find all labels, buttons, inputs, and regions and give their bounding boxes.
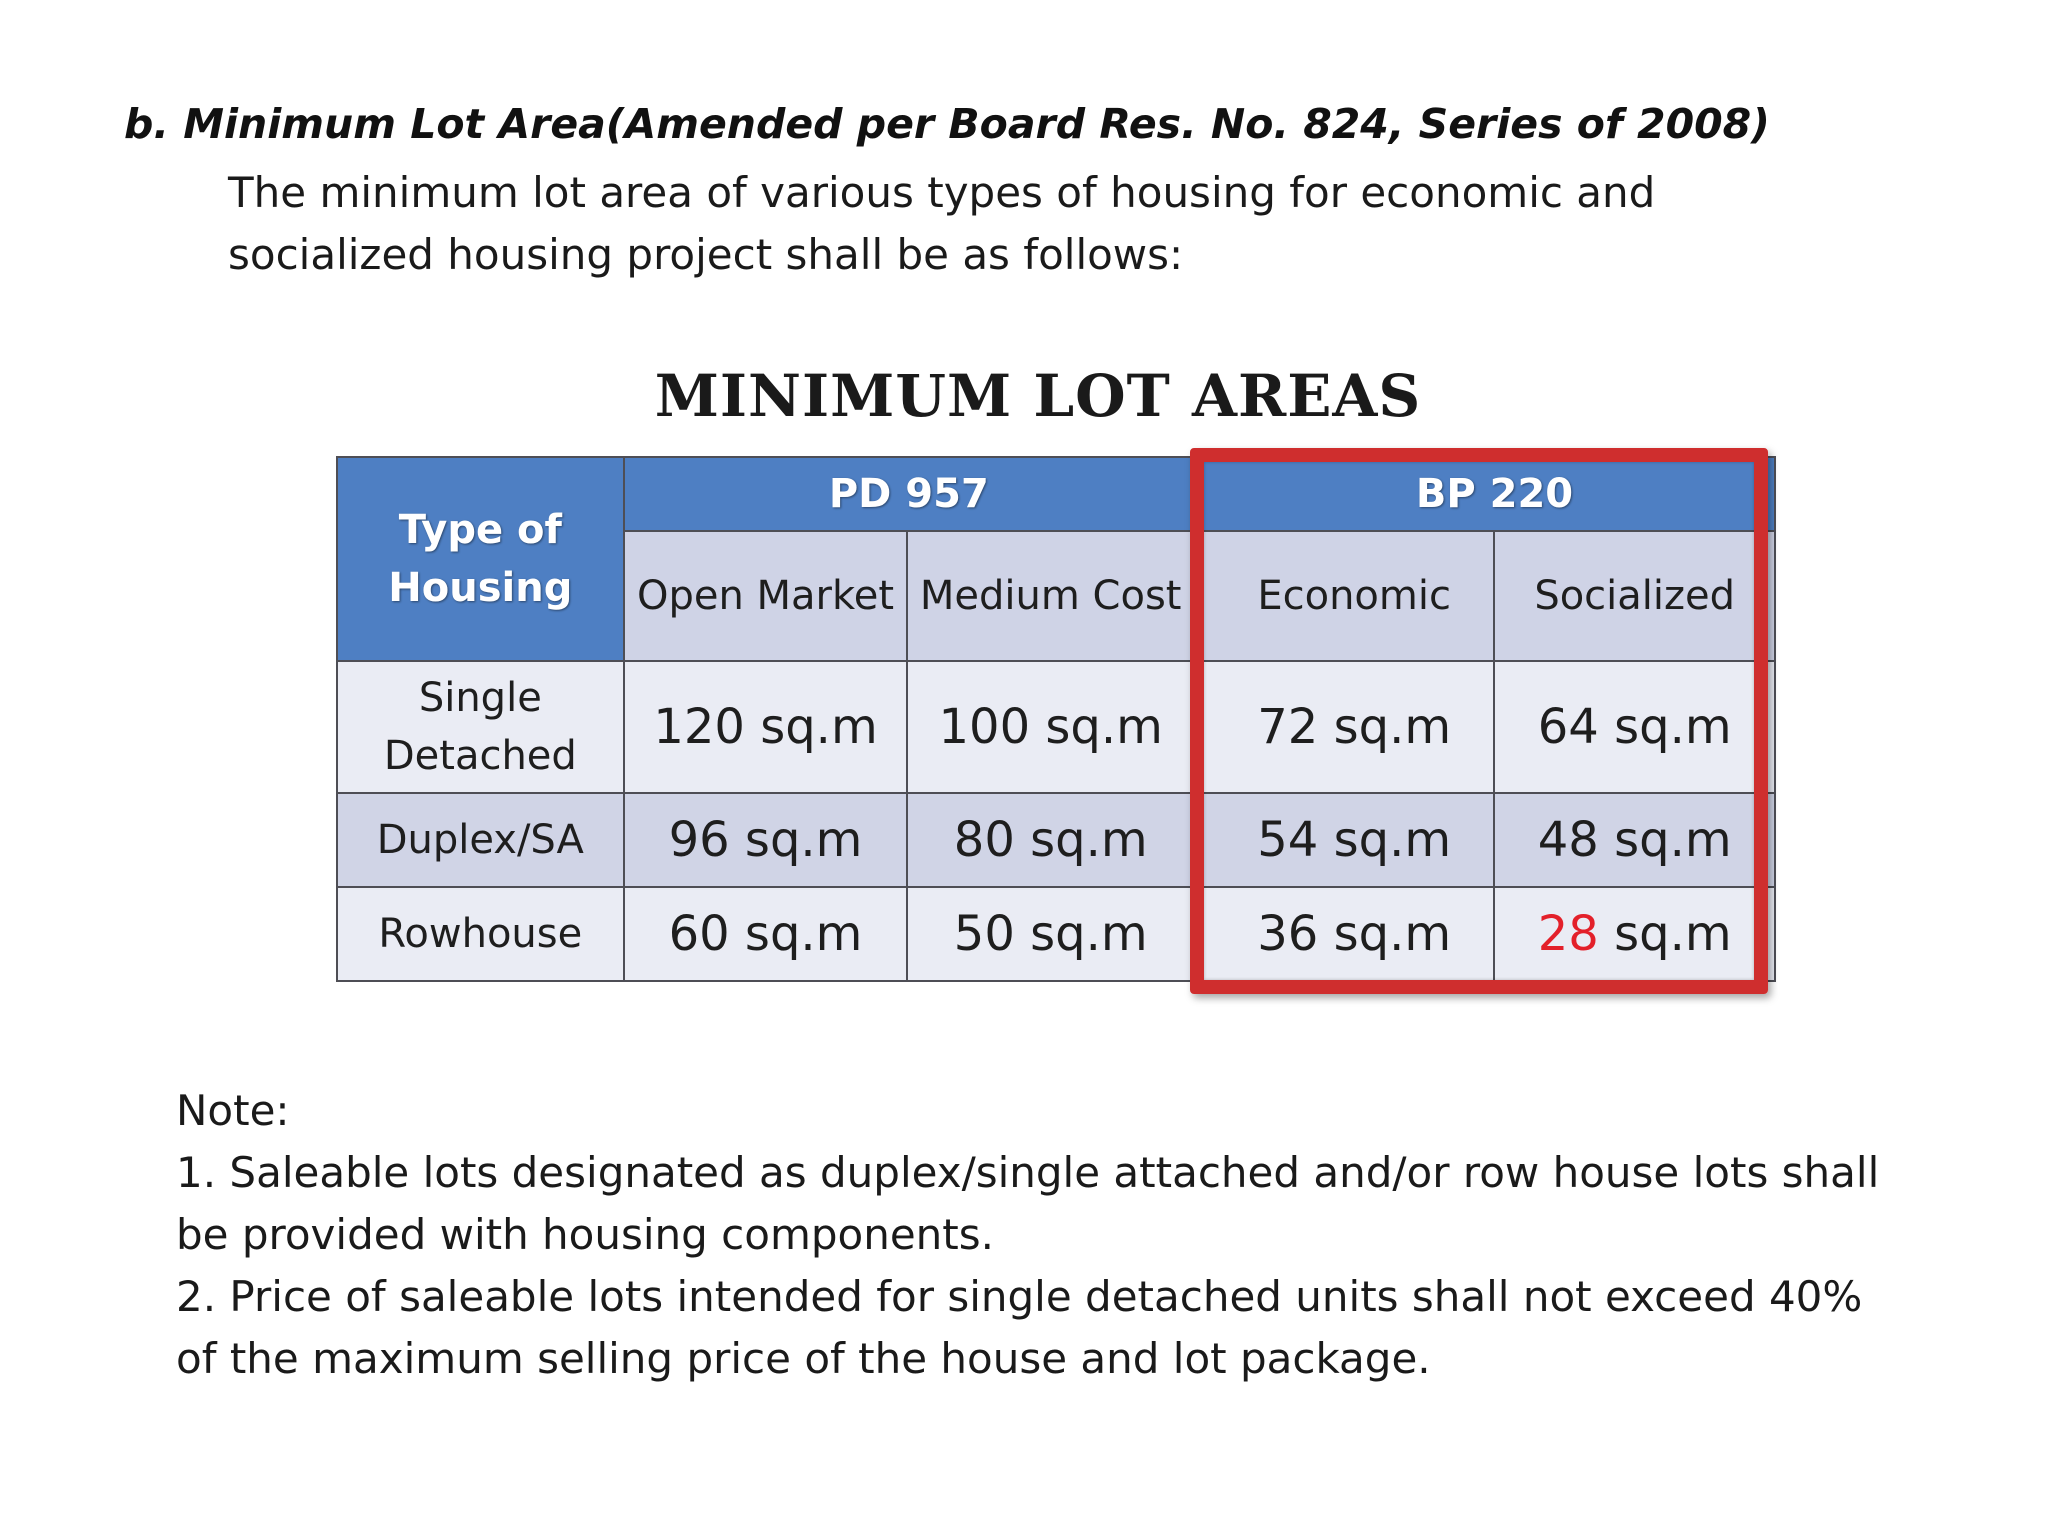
lot-area-table-container xyxy=(336,456,1776,996)
note-section xyxy=(176,1080,1896,1390)
socialized-value: 64 sq.m xyxy=(1494,661,1775,793)
pd957-group-header: PD 957 xyxy=(624,457,1194,531)
open-market-value: 120 sq.m xyxy=(624,661,908,793)
unit-text: sq.m xyxy=(1598,906,1732,962)
medium-cost-value: 50 sq.m xyxy=(907,887,1194,981)
section-heading: b. Minimum Lot Area(Amended per Board Res. No. 824, Series of 2008) xyxy=(124,100,1770,148)
medium-cost-header: Medium Cost xyxy=(907,531,1194,661)
table-row-duplex xyxy=(337,793,1775,887)
intro-paragraph: The minimum lot area of various types of housing for economic and socialized housing project shall be as follows: xyxy=(228,168,1656,279)
socialized-value: 48 sq.m xyxy=(1494,793,1775,887)
open-market-value: 60 sq.m xyxy=(624,887,908,981)
housing-type-cell: Duplex/SA xyxy=(337,793,624,887)
table-row-rowhouse xyxy=(337,887,1775,981)
highlighted-number: 28 xyxy=(1537,906,1599,962)
note-item-1: 1. Saleable lots designated as duplex/single attached and/or row house lots shall be provided with housing components. xyxy=(176,1148,1880,1259)
table-title: MINIMUM LOT AREAS xyxy=(654,362,1422,430)
table-row-single-detached xyxy=(337,661,1775,793)
socialized-value xyxy=(1494,887,1775,981)
economic-header: Economic xyxy=(1194,531,1494,661)
housing-type-cell: Single Detached xyxy=(337,661,624,793)
medium-cost-value: 100 sq.m xyxy=(907,661,1194,793)
socialized-header: Socialized xyxy=(1494,531,1775,661)
open-market-header: Open Market xyxy=(624,531,908,661)
bp220-group-header: BP 220 xyxy=(1194,457,1775,531)
type-of-housing-header: Type of Housing xyxy=(337,457,624,661)
economic-value: 36 sq.m xyxy=(1194,887,1494,981)
note-label: Note: xyxy=(176,1086,290,1135)
economic-value: 72 sq.m xyxy=(1194,661,1494,793)
medium-cost-value: 80 sq.m xyxy=(907,793,1194,887)
minimum-lot-area-table xyxy=(336,456,1776,982)
housing-type-cell: Rowhouse xyxy=(337,887,624,981)
open-market-value: 96 sq.m xyxy=(624,793,908,887)
note-item-2: 2. Price of saleable lots intended for single detached units shall not exceed 40% of the maximum selling price of the house and lot package. xyxy=(176,1272,1863,1383)
economic-value: 54 sq.m xyxy=(1194,793,1494,887)
